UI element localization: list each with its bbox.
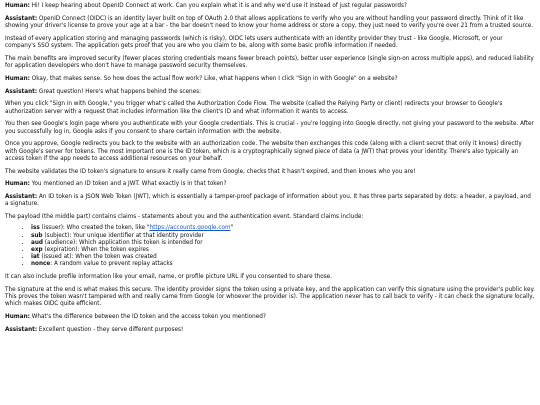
message-paragraph: You then see Google's login page where you authenticate with your Google credentials. This is crucial - you're logging into Google directly, not giving your password to the website. After you successfully log in, Google asks if you consent to share certain information with the website. xyxy=(5,121,534,135)
message-paragraph: Instead of every application storing and managing passwords (which is risky), OIDC lets users authenticate with an identity provider they trust - like Google, Microsoft, or your company's SSO system. The application gets proof that you are who you claim to be, along with some basic profile information if needed. xyxy=(5,35,503,49)
message-text: What's the difference between the ID token and the access token you mentioned? xyxy=(29,314,266,321)
message-paragraph: The website validates the ID token's signature to ensure it really came from Google, checks that it hasn't expired, and then knows who you are! xyxy=(5,168,416,175)
claim-item xyxy=(31,225,535,232)
human-message xyxy=(5,314,535,321)
message-text: An ID token is a JSON Web Token (JWT), which is essentially a tamper-proof package of information about you. It has three parts separated by dots: a header, a payload, and a signature. xyxy=(5,194,531,208)
message-text: Great question! Here's what happens behind the scenes: xyxy=(37,88,202,95)
human-speaker-label: Human: xyxy=(5,181,30,188)
assistant-message xyxy=(5,89,535,96)
human-message xyxy=(5,76,535,83)
human-message xyxy=(5,181,535,188)
human-speaker-label: Human: xyxy=(5,3,30,9)
human-speaker-label: Human: xyxy=(5,75,30,82)
assistant-speaker-label: Assistant: xyxy=(5,194,38,201)
assistant-speaker-label: Assistant: xyxy=(5,88,38,95)
claim-term: nonce xyxy=(31,261,51,268)
assistant-message xyxy=(5,194,535,208)
claim-item xyxy=(31,240,535,247)
message-paragraph: The payload (the middle part) contains claims - statements about you and the authentication event. Standard claims include: xyxy=(5,214,364,221)
message-paragraph: The main benefits are improved security (fewer places storing credentials means fewer breach points), better user experience (single sign-on across multiple apps), and reduced liability for application developers who don't have to manage password security themselves. xyxy=(5,55,534,69)
assistant-message xyxy=(5,327,535,334)
message-text: Excellent question - they serve different purposes! xyxy=(37,327,184,333)
human-speaker-label: Human: xyxy=(5,314,30,321)
claim-term: exp xyxy=(31,247,43,253)
message-text: You mentioned an ID token and a JWT. What exactly is in that token? xyxy=(29,181,227,188)
assistant-message xyxy=(5,16,535,30)
claim-description: (audience): Which application this token is intended for xyxy=(42,239,203,246)
message-text: OpenID Connect (OIDC) is an identity layer built on top of OAuth 2.0 that allows applications to verify who you are without handling your password directly. Think of it like showing your driver's license to prove your age at a bar - the bar doesn't need to know your home address or store a copy, they just need to verify you're over 21 from a trusted source. xyxy=(5,15,534,29)
claim-item xyxy=(31,233,535,240)
message-paragraph: Once you approve, Google redirects you back to the website with an authorization code. The website then exchanges this code (along with a client secret that only it knows) directly with Google's server for tokens. The most important one is the ID token, which is a cryptographically signed piece of data (a JWT) that proves your identity. There's also typically an access token if the app needs to access additional resources on your behalf. xyxy=(5,141,522,162)
claim-description: (issued at): When the token was created xyxy=(39,254,157,261)
claim-description: (issuer): Who created the token, like " xyxy=(39,225,150,232)
claim-item xyxy=(31,254,535,261)
claim-description: (expiration): When the token expires xyxy=(42,247,149,253)
claim-description: : A random value to prevent replay attacks xyxy=(50,261,173,268)
claims-list xyxy=(5,225,535,268)
claim-item xyxy=(31,261,535,268)
assistant-speaker-label: Assistant: xyxy=(5,15,38,22)
claim-term: iat xyxy=(31,254,40,261)
claim-term: aud xyxy=(31,239,43,246)
assistant-speaker-label: Assistant: xyxy=(5,327,38,333)
message-paragraph: The signature at the end is what makes this secure. The identity provider signs the token using a private key, and the application can verify this signature using the provider's public key. This proves the token wasn't tampered with and really came from Google (or whoever the provider is). The application never has to call back to verify - it can check the signature locally, which makes OIDC quite efficient. xyxy=(5,287,535,308)
claim-description: (subject): Your unique identifier at that identity provider xyxy=(42,232,204,239)
claim-term: sub xyxy=(31,232,43,239)
human-message xyxy=(5,3,535,10)
message-paragraph: It can also include profile information like your email, name, or profile picture URL if you consented to share those. xyxy=(5,274,332,281)
claim-term: iss xyxy=(31,225,40,232)
message-paragraph: When you click "Sign in with Google," you trigger what's called the Authorization Code Flow. The website (called the Relying Party or client) redirects your browser to Google's authorization server with a request that includes information like the client's ID and what information it wants to access. xyxy=(5,101,503,115)
claim-description-end: " xyxy=(230,225,234,232)
message-text: Hi! I keep hearing about OpenID Connect at work. Can you explain what it is and why we'd use it instead of just regular passwords? xyxy=(29,3,407,9)
message-text: Okay, that makes sense. So how does the actual flow work? Like, what happens when I click "Sign in with Google" on a website? xyxy=(29,75,398,82)
claim-item xyxy=(31,247,535,254)
issuer-link[interactable]: https://accounts.google.com xyxy=(149,225,231,232)
